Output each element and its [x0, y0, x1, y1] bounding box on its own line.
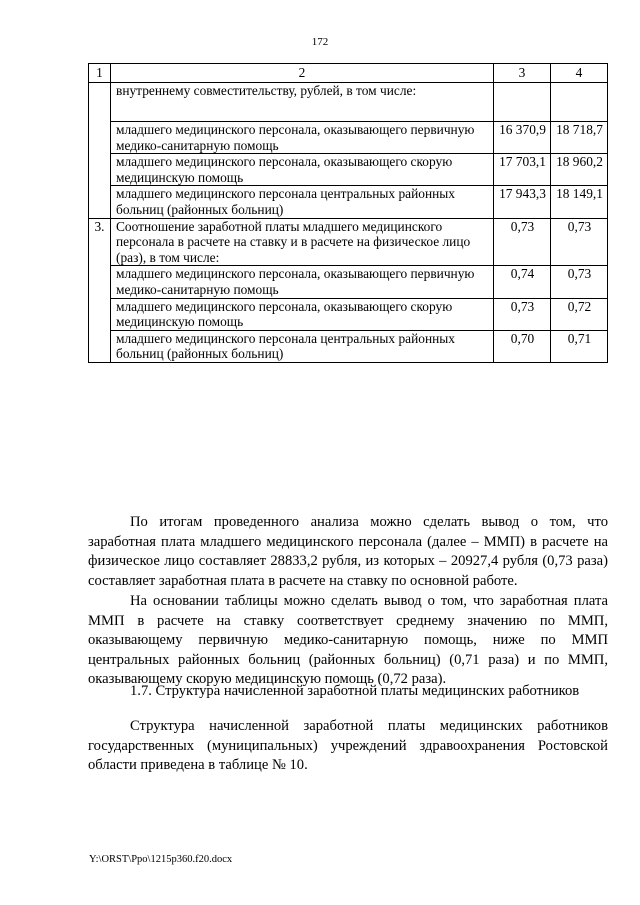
paragraph-table-analysis: На основании таблицы можно сделать вывод о том, что заработная плата ММП в расчете на ставку соответствует среднему значению по ММП, оказывающему первичную медико-санитарную помощь, ниже по ММП центральных районных больниц (районных больниц) (0,71 раза) и по ММП, оказывающему скорую медицинскую помощь (0,72 раза).: [88, 593, 608, 688]
row-label: младшего медицинского персонала, оказывающего скорую медицинскую помощь: [111, 154, 494, 186]
row-value-col4: 0,72: [551, 298, 608, 330]
row-value-col3: 16 370,9: [494, 122, 551, 154]
row-value-col4: 18 718,7: [551, 122, 608, 154]
row-value-col3: 0,70: [494, 330, 551, 362]
row-label: младшего медицинского персонала, оказывающего скорую медицинскую помощь: [111, 298, 494, 330]
row-value-col4: 18 960,2: [551, 154, 608, 186]
header-col-1: 1: [89, 64, 111, 83]
row-number: [89, 266, 111, 298]
header-col-4: 4: [551, 64, 608, 83]
row-label: младшего медицинского персонала центральных районных больниц (районных больниц): [111, 186, 494, 218]
footer-file-path: Y:\ORST\Ppo\1215p360.f20.docx: [89, 854, 233, 865]
paragraph-conclusion: По итогам проведенного анализа можно сделать вывод о том, что заработная плата младшего медицинского персонала (далее – ММП) в расчете на физическое лицо составляет 28833,2 рубля, из которых – 20927,4 рубля (0,73 раза) составляет заработная плата в расчете на ставку по основной работе.: [88, 514, 608, 589]
row-value-col4: [551, 83, 608, 122]
table-row: [89, 186, 608, 218]
row-value-col3: 17 703,1: [494, 154, 551, 186]
table-row: [89, 154, 608, 186]
row-value-col4: 0,73: [551, 218, 608, 266]
row-label: младшего медицинского персонала центральных районных больниц (районных больниц): [111, 330, 494, 362]
table-row: [89, 122, 608, 154]
row-value-col4: 0,73: [551, 266, 608, 298]
paragraph-structure: Структура начисленной заработной платы медицинских работников государственных (муниципальных) учреждений здравоохранения Ростовской области приведена в таблице № 10.: [88, 718, 608, 774]
header-col-3: 3: [494, 64, 551, 83]
row-number: 3.: [89, 218, 111, 266]
table-row: [89, 83, 608, 122]
table-row: [89, 218, 608, 266]
row-number: [89, 330, 111, 362]
table-row: [89, 330, 608, 362]
row-label: Соотношение заработной платы младшего медицинского персонала в расчете на ставку и в расчете на физическое лицо (раз), в том числе:: [111, 218, 494, 266]
row-value-col3: 0,74: [494, 266, 551, 298]
table-row: [89, 298, 608, 330]
row-number: [89, 298, 111, 330]
section-heading: 1.7. Структура начисленной заработной платы медицинских работников: [130, 683, 580, 699]
row-number: [89, 122, 111, 154]
row-label: младшего медицинского персонала, оказывающего первичную медико-санитарную помощь: [111, 122, 494, 154]
row-value-col3: 0,73: [494, 218, 551, 266]
row-number: [89, 154, 111, 186]
row-number: [89, 186, 111, 218]
row-value-col3: 0,73: [494, 298, 551, 330]
header-col-2: 2: [111, 64, 494, 83]
row-value-col3: [494, 83, 551, 122]
row-label: внутреннему совместительству, рублей, в том числе:: [111, 83, 494, 122]
row-value-col4: 18 149,1: [551, 186, 608, 218]
row-value-col3: 17 943,3: [494, 186, 551, 218]
table-row: [89, 266, 608, 298]
salary-table: [88, 63, 608, 363]
table-header-row: [89, 64, 608, 83]
page-number: 172: [311, 36, 329, 48]
row-label: младшего медицинского персонала, оказывающего первичную медико-санитарную помощь: [111, 266, 494, 298]
row-value-col4: 0,71: [551, 330, 608, 362]
row-number: [89, 83, 111, 122]
